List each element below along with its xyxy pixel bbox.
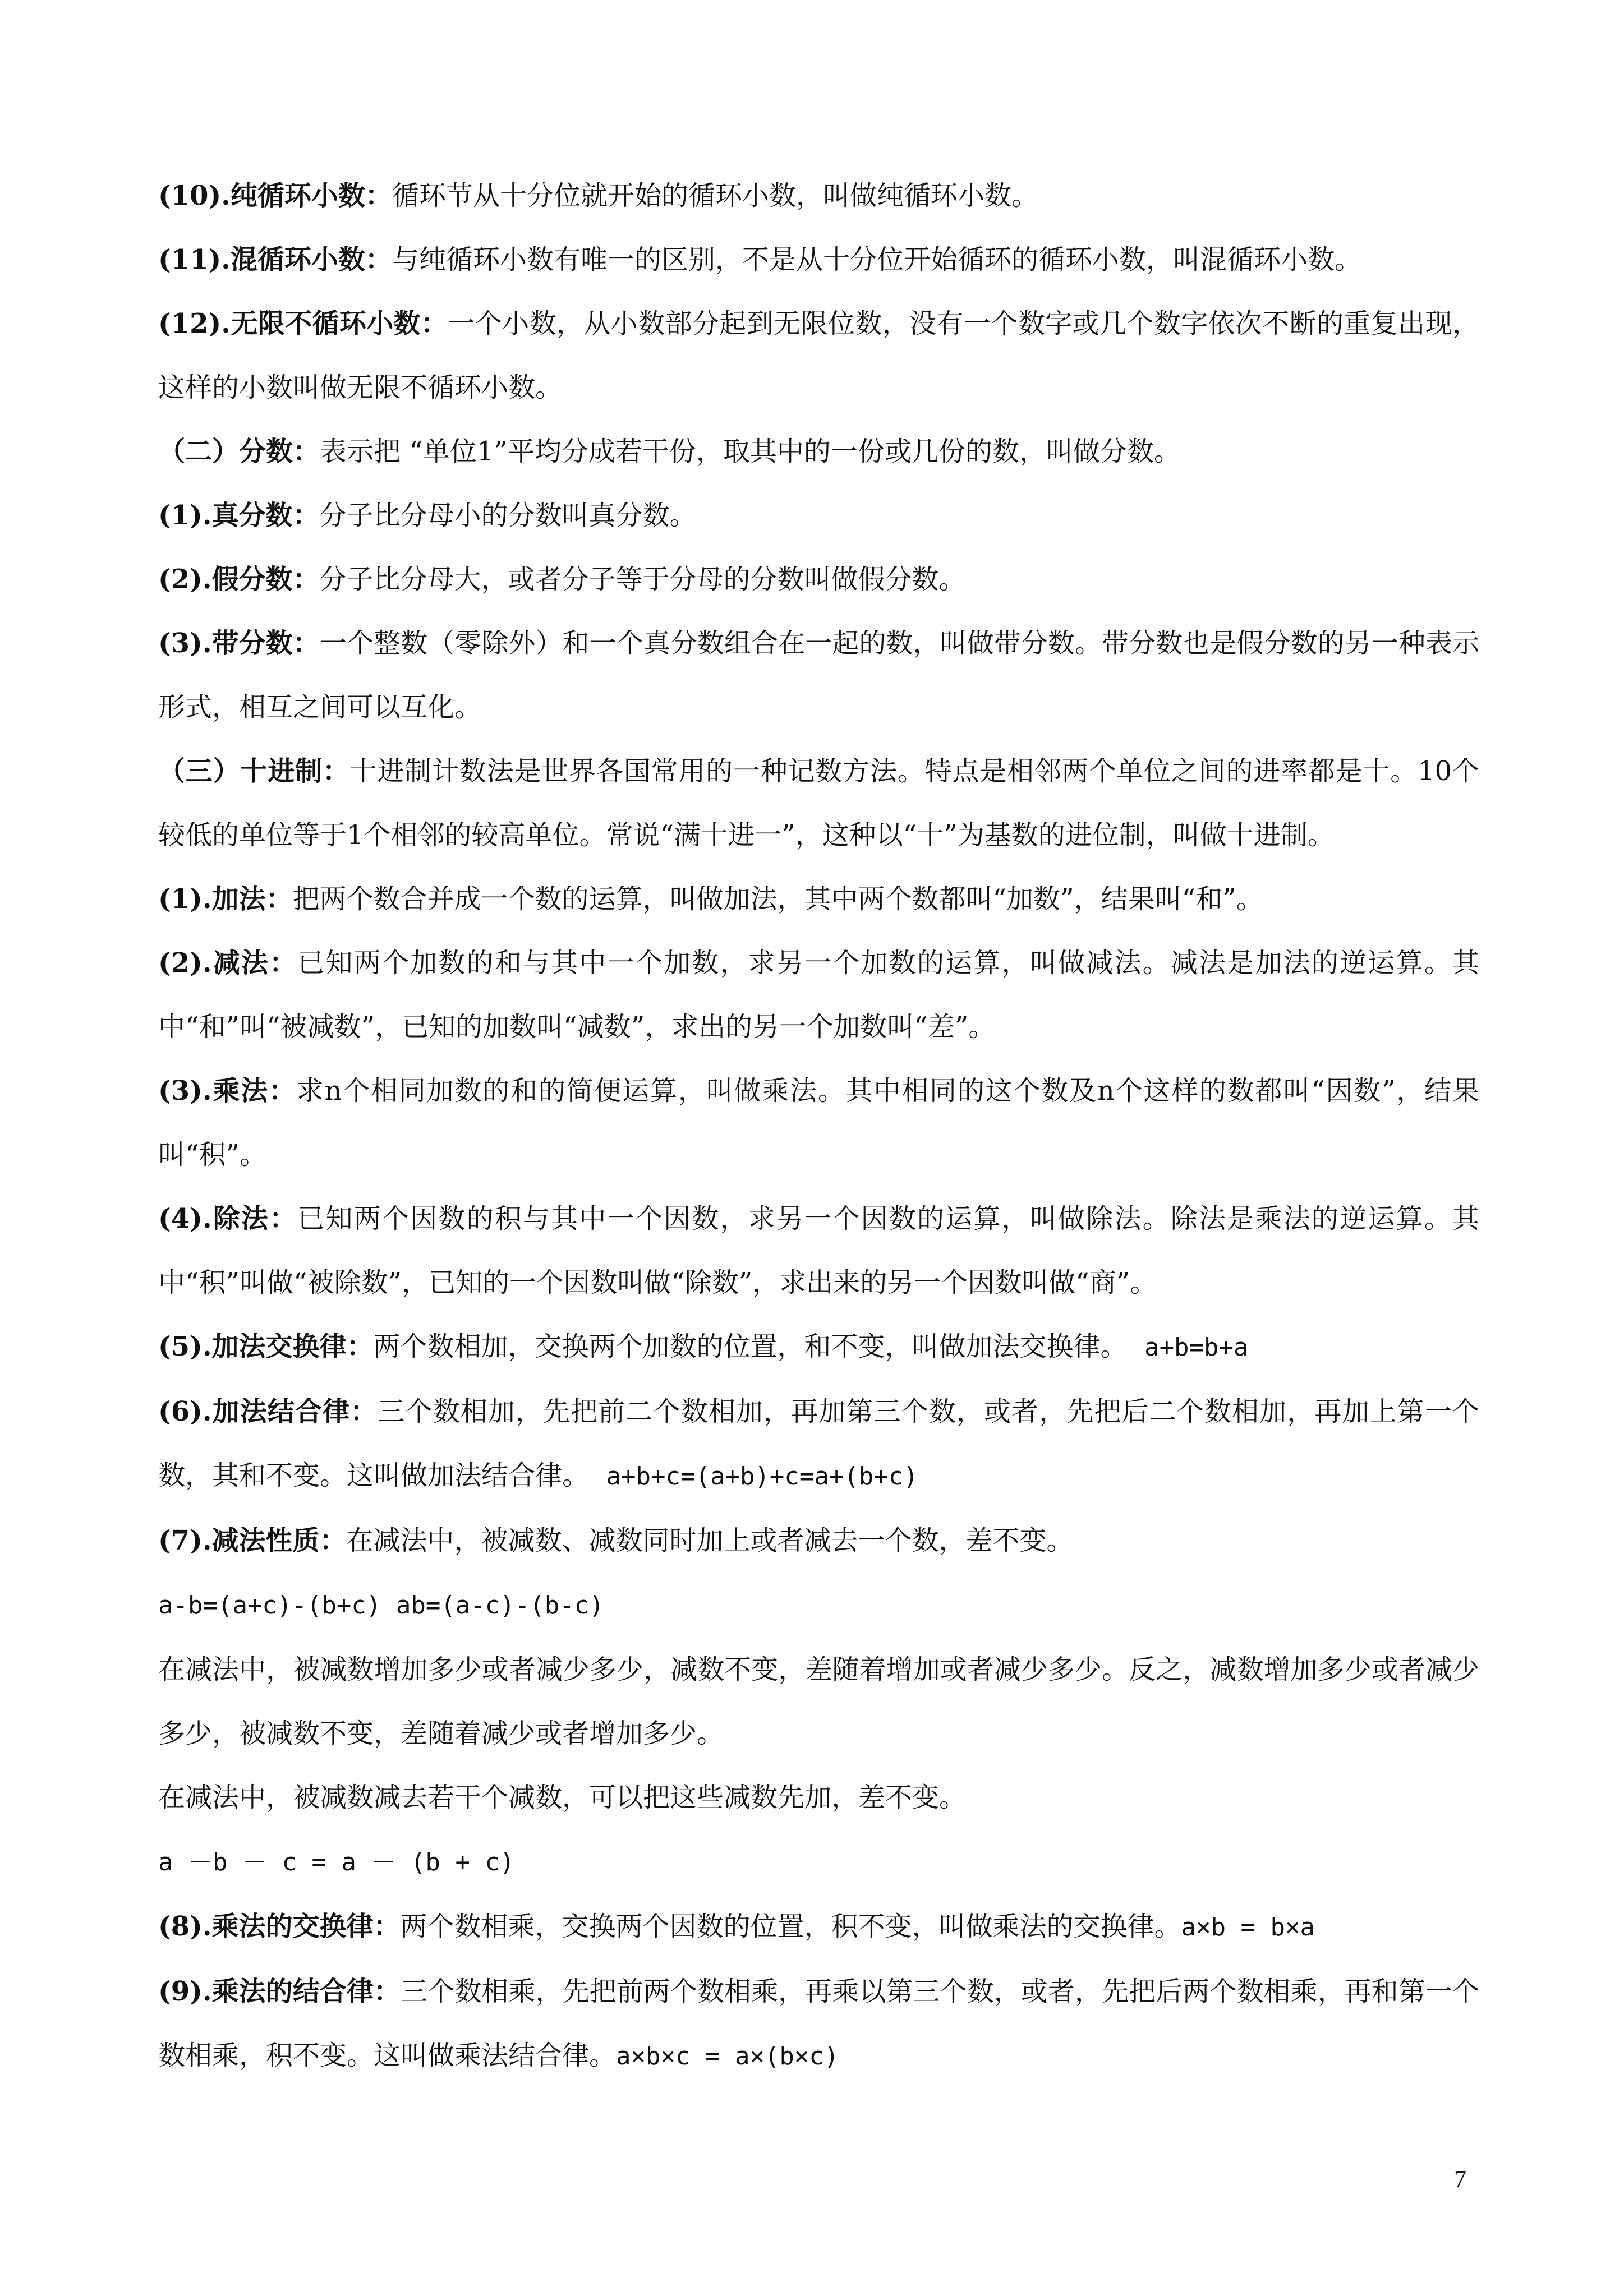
definition-text: 表示把 “单位1”平均分成若干份，取其中的一份或几份的数，叫做分数。 — [320, 436, 1181, 467]
paragraph-fraction — [158, 419, 1479, 483]
definition-text: 分子比分母小的分数叫真分数。 — [319, 500, 697, 531]
definition-text: 在减法中，被减数、减数同时加上或者减去一个数，差不变。 — [346, 1525, 1074, 1556]
paragraph-associative-addition — [158, 1380, 1479, 1509]
term-label: (6).加法结合律： — [158, 1396, 378, 1427]
term-label: (3).带分数： — [158, 628, 320, 659]
formula-text: a-b=(a+c)-(b+c) ab=(a-c)-(b-c) — [158, 1591, 604, 1620]
definition-text: 在减法中，被减数增加多少或者减少多少，减数不变，差随着增加或者减少多少。反之，减数增加多少或者减少多少，被减数不变，差随着减少或者增加多少。 — [158, 1654, 1479, 1749]
term-label: (12).无限不循环小数： — [158, 308, 448, 339]
definition-text: 求n个相同加数的和的简便运算，叫做乘法。其中相同的这个数及n个这样的数都叫“因数”，结果叫“积”。 — [158, 1075, 1479, 1170]
document-page — [158, 164, 1479, 2088]
formula-text: a×b×c = a×(b×c) — [616, 2042, 839, 2071]
paragraph-proper-fraction — [158, 483, 1479, 547]
paragraph-mixed-repeating-decimal — [158, 228, 1479, 292]
definition-text: 一个整数（零除外）和一个真分数组合在一起的数，叫做带分数。带分数也是假分数的另一种表示形式，相互之间可以互化。 — [158, 628, 1479, 723]
term-label: (9).乘法的结合律： — [158, 1976, 401, 2007]
paragraph-addition — [158, 867, 1479, 931]
definition-text: 十进制计数法是世界各国常用的一种记数方法。特点是相邻两个单位之间的进率都是十。10个较低的单位等于1个相邻的较高单位。常说“满十进一”，这种以“十”为基数的进位制，叫做十进制。 — [158, 755, 1479, 851]
paragraph-division — [158, 1187, 1479, 1315]
formula-text: a+b+c=(a+b)+c=a+(b+c) — [606, 1462, 918, 1491]
paragraph-subtraction-formula-2 — [158, 1829, 1479, 1894]
paragraph-subtraction — [158, 931, 1479, 1059]
definition-text: 已知两个因数的积与其中一个因数，求另一个因数的运算，叫做除法。除法是乘法的逆运算。其中“积”叫做“被除数”，已知的一个因数叫做“除数”，求出来的另一个因数叫做“商”。 — [158, 1203, 1479, 1298]
term-label: (1).真分数： — [158, 500, 320, 531]
paragraph-subtraction-property — [158, 1509, 1479, 1573]
term-label: (2).假分数： — [158, 564, 320, 595]
formula-text: a －b － c = a － (b + c) — [158, 1848, 515, 1877]
definition-text: 与纯循环小数有唯一的区别，不是从十分位开始循环的循环小数，叫混循环小数。 — [392, 244, 1361, 275]
term-label: (7).减法性质： — [158, 1525, 347, 1556]
paragraph-subtraction-formula-1 — [158, 1573, 1479, 1638]
paragraph-subtraction-note-2 — [158, 1765, 1479, 1829]
formula-text: a×b = b×a — [1181, 1913, 1315, 1942]
paragraph-mixed-number — [158, 611, 1479, 739]
paragraph-subtraction-note-1 — [158, 1638, 1479, 1765]
paragraph-commutative-addition — [158, 1315, 1479, 1380]
term-label: (8).乘法的交换律： — [158, 1911, 401, 1942]
definition-text: 两个数相加，交换两个加数的位置，和不变，叫做加法交换律。 — [373, 1331, 1128, 1362]
definition-text: 一个小数，从小数部分起到无限位数，没有一个数字或几个数字依次不断的重复出现，这样的小数叫做无限不循环小数。 — [158, 308, 1479, 403]
definition-text: 三个数相加，先把前二个数相加，再加第三个数，或者，先把后二个数相加，再加上第一个数，其和不变。这叫做加法结合律。 — [158, 1396, 1479, 1491]
paragraph-pure-repeating-decimal — [158, 164, 1479, 228]
term-label: (11).混循环小数： — [158, 244, 392, 275]
page-number: 7 — [1454, 2165, 1466, 2193]
definition-text: 在减法中，被减数减去若干个减数，可以把这些减数先加，差不变。 — [158, 1782, 967, 1813]
definition-text: 两个数相乘，交换两个因数的位置，积不变，叫做乘法的交换律。 — [400, 1911, 1181, 1942]
term-label: (1).加法： — [158, 883, 293, 915]
term-label: (4).除法： — [158, 1203, 298, 1234]
definition-text: 已知两个加数的和与其中一个加数，求另一个加数的运算，叫做减法。减法是加法的逆运算。其中“和”叫“被减数”，已知的加数叫“减数”，求出的另一个加数叫“差”。 — [158, 947, 1479, 1043]
definition-text: 循环节从十分位就开始的循环小数，叫做纯循环小数。 — [392, 180, 1038, 211]
formula-text: a+b=b+a — [1144, 1333, 1249, 1362]
term-label: (2).减法： — [158, 947, 298, 979]
definition-text: 把两个数合并成一个数的运算，叫做加法，其中两个数都叫“加数”，结果叫“和”。 — [292, 883, 1263, 915]
term-label: (5).加法交换律： — [158, 1331, 374, 1362]
paragraph-improper-fraction — [158, 547, 1479, 611]
paragraph-irrational-decimal — [158, 292, 1479, 419]
term-label: (10).纯循环小数： — [158, 180, 392, 211]
term-label: (3).乘法： — [158, 1075, 297, 1106]
definition-text: 分子比分母大，或者分子等于分母的分数叫做假分数。 — [319, 564, 966, 595]
paragraph-decimal-system — [158, 739, 1479, 867]
definition-text: 三个数相乘，先把前两个数相乘，再乘以第三个数，或者，先把后两个数相乘，再和第一个数相乘，积不变。这叫做乘法结合律。 — [158, 1976, 1479, 2071]
term-label: （二）分数： — [158, 436, 320, 467]
term-label: （三）十进制： — [158, 755, 350, 787]
paragraph-multiplication — [158, 1059, 1479, 1187]
paragraph-associative-multiplication — [158, 1960, 1479, 2088]
paragraph-commutative-multiplication — [158, 1894, 1479, 1960]
